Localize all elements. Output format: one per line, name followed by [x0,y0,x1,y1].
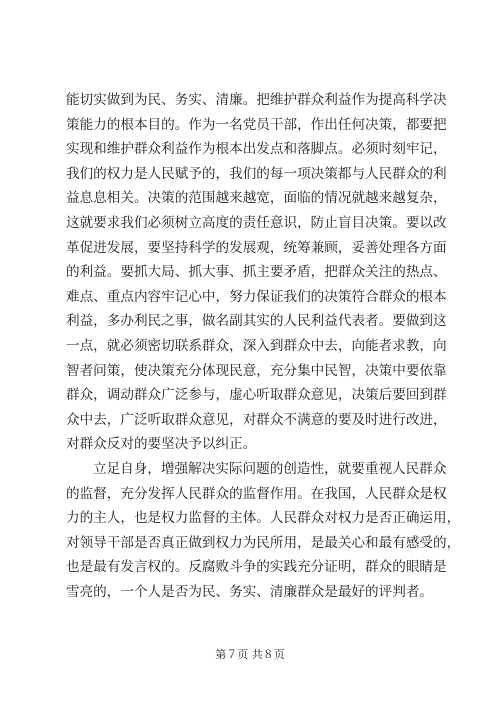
text-line: 这就要求我们必须树立高度的责任意识，防止盲目决策。要以改 [66,214,447,231]
text-line: 的监督，充分发挥人民群众的监督作用。在我国，人民群众是权 [66,485,447,502]
text-line: 力的主人，也是权力监督的主体。人民群众对权力是否正确运用， [66,510,461,527]
text-line: 革促进发展，要坚持科学的发展观，统筹兼顾，妥善处理各方面 [66,239,447,256]
text-line: 策能力的根本目的。作为一名党员干部，作出任何决策，都要把 [66,116,447,133]
page-footer: 第７页 共８页 [215,648,285,661]
text-line: 群众，调动群众广泛参与，虚心听取群众意见，决策后要回到群 [66,387,447,404]
text-line: 智者问策，使决策充分体现民意，充分集中民智，决策中要依靠 [66,362,447,379]
text-line: 立足自身，增强解决实际问题的创造性，就要重视人民群众 [93,460,447,477]
text-line: 对群众反对的要坚决予以纠正。 [66,436,257,453]
text-line: 利益，多办利民之事，做名副其实的人民利益代表者。要做到这 [66,313,447,330]
text-line: 能切实做到为民、务实、清廉。把维护群众利益作为提高科学决 [66,92,447,108]
text-line: 难点、重点内容牢记心中，努力保证我们的决策符合群众的根本 [66,288,447,305]
paragraph-2 [66,457,461,605]
body-text [66,88,461,604]
text-line: 众中去，广泛听取群众意见，对群众不满意的要及时进行改进， [66,411,447,428]
text-line: 的利益。要抓大局、抓大事、抓主要矛盾，把群众关注的热点、 [66,264,447,281]
text-line: 雪亮的，一个人是否为民、务实、清廉群众是最好的评判者。 [66,583,434,600]
text-line: 对领导干部是否真正做到权力为民所用，是最关心和最有感受的， [66,534,461,551]
text-line: 我们的权力是人民赋予的，我们的每一项决策都与人民群众的利 [66,165,447,182]
paragraph-1 [66,88,447,457]
text-line: 实现和维护群众利益作为根本出发点和落脚点。必须时刻牢记， [66,141,447,158]
text-line: 益息息相关。决策的范围越来越宽，面临的情况就越来越复杂， [66,190,447,207]
text-line: 一点，就必须密切联系群众，深入到群众中去，向能者求教，向 [66,337,447,354]
text-line: 也是最有发言权的。反腐败斗争的实践充分证明，群众的眼睛是 [66,559,447,576]
